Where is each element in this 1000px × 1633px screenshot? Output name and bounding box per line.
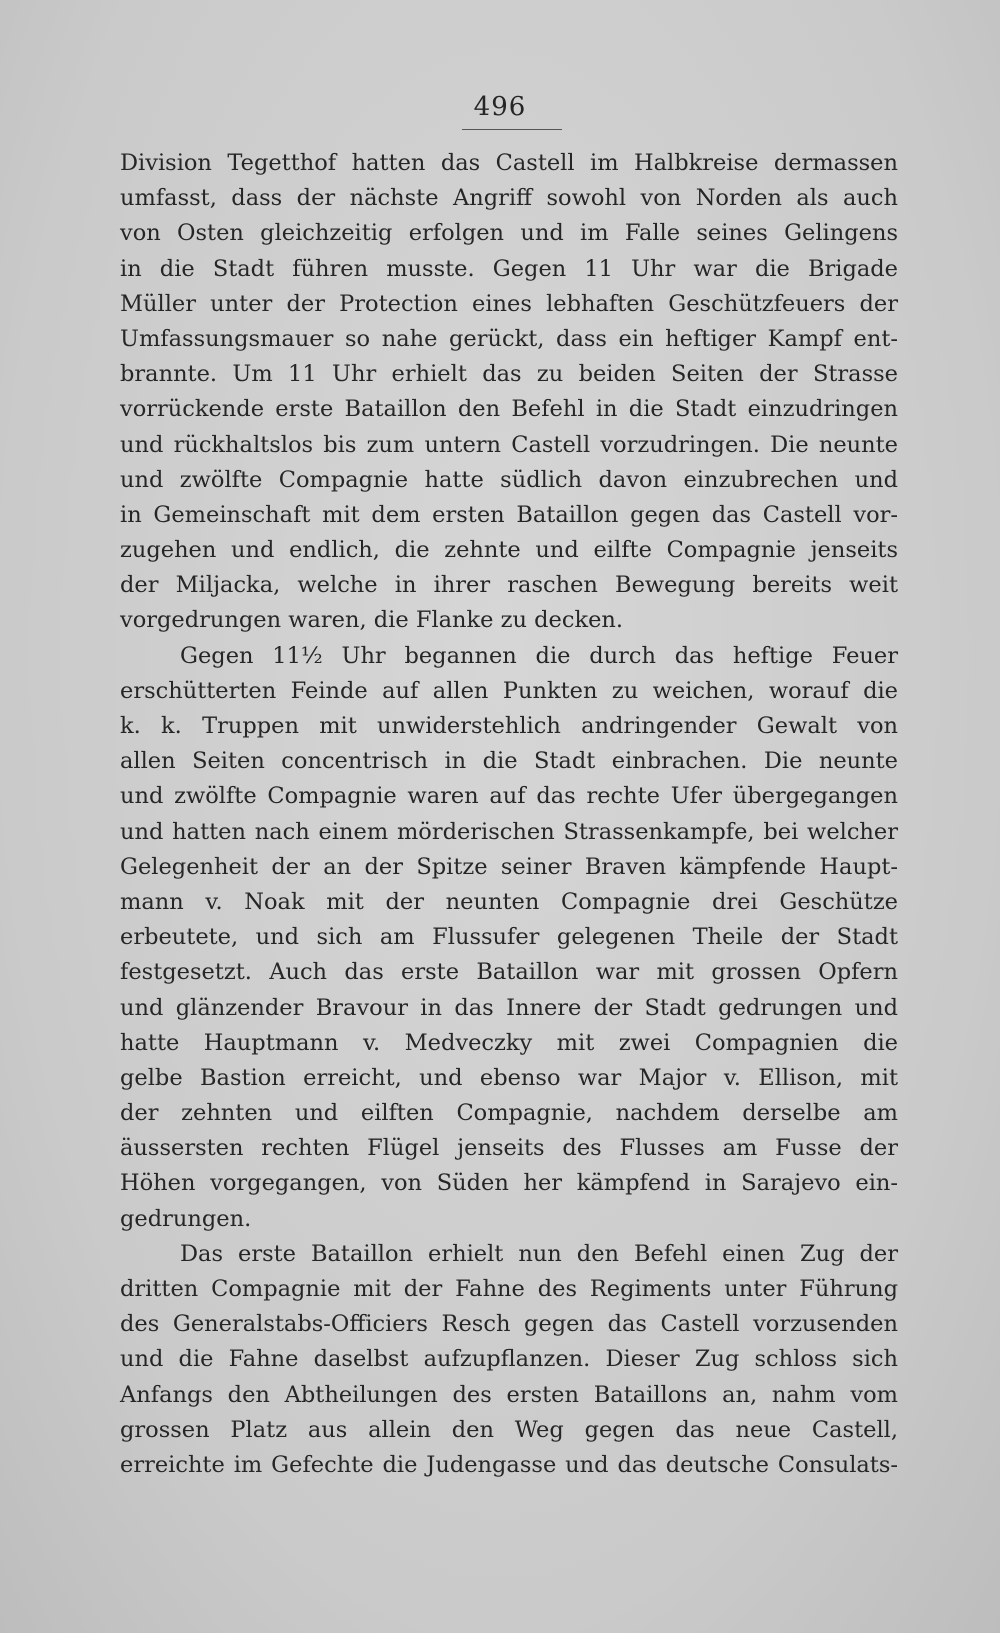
text-line: Müller unter der Protection eines lebhaften Geschützfeuers der (120, 290, 898, 317)
header-rule (462, 129, 562, 130)
paragraph-1 (120, 146, 898, 639)
paragraph-3 (120, 1237, 898, 1483)
text-line: grossen Platz aus allein den Weg gegen das neue Castell, (120, 1416, 898, 1443)
text-line: Anfangs den Abtheilungen des ersten Bataillons an, nahm vom (120, 1381, 898, 1408)
text-line: und zwölfte Compagnie waren auf das rechte Ufer übergegangen (120, 783, 898, 810)
text-line: erschütterten Feinde auf allen Punkten zu weichen, worauf die (120, 677, 898, 704)
page-number: 496 (473, 92, 527, 122)
text-line: Umfassungsmauer so nahe gerückt, dass ein heftiger Kampf ent- (120, 325, 898, 352)
text-line: von Osten gleichzeitig erfolgen und im Falle seines Gelingens (120, 220, 898, 247)
text-line: hatte Hauptmann v. Medveczky mit zwei Compagnien die (120, 1029, 898, 1056)
text-line: und die Fahne daselbst aufzupflanzen. Dieser Zug schloss sich (120, 1346, 898, 1373)
body-text (120, 146, 898, 1483)
paragraph-2 (120, 639, 898, 1237)
text-line: zugehen und endlich, die zehnte und eilfte Compagnie jenseits (120, 537, 898, 564)
text-line: allen Seiten concentrisch in die Stadt einbrachen. Die neunte (120, 748, 898, 775)
text-line: festgesetzt. Auch das erste Bataillon war mit grossen Opfern (120, 959, 898, 986)
text-line: umfasst, dass der nächste Angriff sowohl von Norden als auch (120, 185, 898, 212)
text-line: und hatten nach einem mörderischen Strassenkampfe, bei welcher (120, 818, 898, 845)
text-line: und zwölfte Compagnie hatte südlich davon einzubrechen und (120, 466, 898, 493)
text-line: und glänzender Bravour in das Innere der Stadt gedrungen und (120, 994, 898, 1021)
text-line: des Generalstabs-Officiers Resch gegen das Castell vorzusenden (120, 1311, 898, 1338)
text-line: brannte. Um 11 Uhr erhielt das zu beiden Seiten der Strasse (120, 361, 898, 388)
text-line: Das erste Bataillon erhielt nun den Befehl einen Zug der (180, 1240, 898, 1267)
text-line: der zehnten und eilften Compagnie, nachdem derselbe am (120, 1100, 898, 1127)
text-line: in Gemeinschaft mit dem ersten Bataillon gegen das Castell vor- (120, 501, 898, 528)
text-line: gelbe Bastion erreicht, und ebenso war Major v. Ellison, mit (120, 1064, 898, 1091)
text-line: erreichte im Gefechte die Judengasse und das deutsche Consulats- (120, 1451, 898, 1478)
text-line: Höhen vorgegangen, von Süden her kämpfend in Sarajevo ein- (120, 1170, 898, 1197)
text-line: Gegen 11½ Uhr begannen die durch das heftige Feuer (180, 642, 898, 669)
text-line: Division Tegetthof hatten das Castell im Halbkreise dermassen (120, 150, 898, 176)
text-line: äussersten rechten Flügel jenseits des Flusses am Fusse der (120, 1135, 898, 1162)
text-line: mann v. Noak mit der neunten Compagnie drei Geschütze (120, 888, 898, 915)
text-line: in die Stadt führen musste. Gegen 11 Uhr war die Brigade (120, 255, 898, 282)
text-line: Gelegenheit der an der Spitze seiner Braven kämpfende Haupt- (120, 853, 898, 880)
text-line: k. k. Truppen mit unwiderstehlich andringender Gewalt von (120, 713, 898, 739)
text-line: erbeutete, und sich am Flussufer gelegenen Theile der Stadt (120, 924, 898, 951)
text-line: und rückhaltslos bis zum untern Castell vorzudringen. Die neunte (120, 431, 898, 458)
text-line: vorgedrungen waren, die Flanke zu decken. (120, 607, 624, 634)
text-line: der Miljacka, welche in ihrer raschen Bewegung bereits weit (120, 572, 898, 599)
text-line: vorrückende erste Bataillon den Befehl in die Stadt einzudringen (120, 396, 898, 423)
text-line: dritten Compagnie mit der Fahne des Regiments unter Führung (120, 1276, 898, 1302)
text-line: gedrungen. (120, 1205, 252, 1232)
